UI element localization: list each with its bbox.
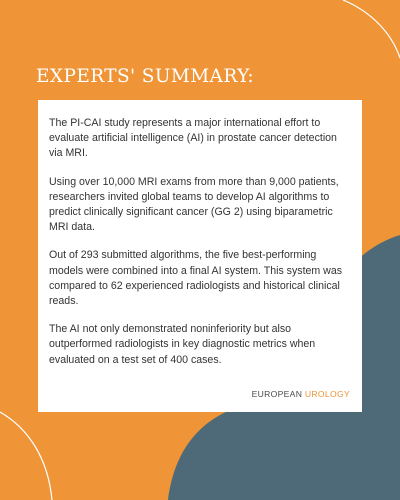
white-curve-bottom bbox=[0, 412, 52, 500]
summary-paragraph-2: Using over 10,000 MRI exams from more than 9,000 patients, researchers invited global teams to develop AI algorithms to predict clinically significant cancer (GG 2) using biparametric MRI data. bbox=[49, 175, 339, 234]
brand-word-urology: UROLOGY bbox=[304, 389, 350, 399]
summary-card bbox=[38, 100, 362, 412]
summary-paragraph-4: The AI not only demonstrated noninferiority but also outperformed radiologists in key diagnostic metrics when evaluated on a test set of 400 cases. bbox=[49, 323, 316, 366]
brand-word-european: EUROPEAN bbox=[251, 389, 305, 399]
brand-logo bbox=[252, 389, 350, 399]
white-curve-top bbox=[343, 0, 400, 58]
page-title: EXPERTS' SUMMARY: bbox=[36, 66, 255, 87]
summary-paragraph-1: The PI-CAI study represents a major international effort to evaluate artificial intelligence (AI) in prostate cancer detection via MRI. bbox=[49, 117, 337, 160]
summary-paragraph-3: Out of 293 submitted algorithms, the five best-performing models were combined into a final AI system. This system was compared to 62 experienced radiologists and historical clinical reads. bbox=[49, 249, 343, 308]
